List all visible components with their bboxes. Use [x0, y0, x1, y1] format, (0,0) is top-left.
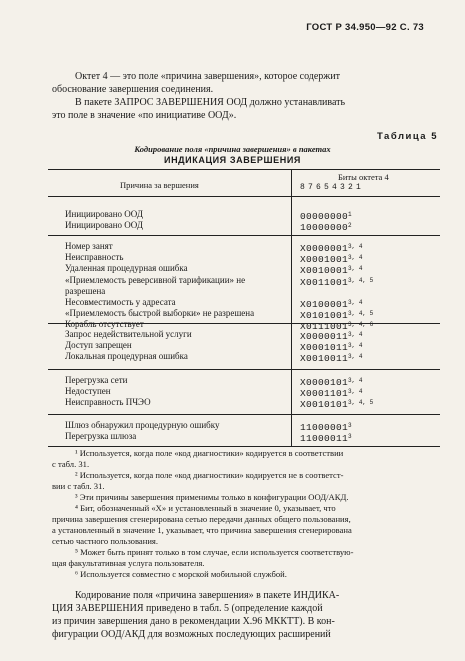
- table-cell-cause: Неисправность: [65, 252, 124, 263]
- table-cell-cause: «Приемлемость реверсивной тарификации» не: [65, 274, 246, 285]
- code-footnote-ref: 1: [348, 211, 352, 218]
- column-header-bit-numbers: 87654321: [300, 183, 365, 192]
- table-cell-cause-cont: разрешена: [65, 285, 106, 296]
- table-cell-cause: Локальная процедурная ошибка: [65, 351, 188, 362]
- code-value: X0010001: [300, 265, 349, 277]
- intro-line-3: В пакете ЗАПРОС ЗАВЕРШЕНИЯ ООД должно устанавливать: [75, 97, 346, 108]
- code-value: X0001011: [300, 342, 349, 354]
- code-value: X0001101: [300, 388, 349, 400]
- code-value: X0000101: [300, 377, 349, 388]
- code-value: X0100001: [300, 299, 349, 310]
- table-cell-cause: Несовместимость у адресата: [65, 297, 176, 307]
- code-footnote-ref: 3, 4: [348, 377, 363, 384]
- closing-line-4: фигурации ООД/АКД для возможных последующих расширений: [52, 629, 331, 640]
- intro-line-4: это поле в значение «по инициативе ООД».: [52, 110, 237, 121]
- code-value: X0010011: [300, 353, 349, 365]
- footnote-3: ³ Эти причины завершения применимы только в конфигурации ООД/АКД.: [75, 492, 349, 502]
- table-label: Таблица 5: [376, 131, 438, 142]
- footnote-4-cont-3: сетью частного пользования.: [52, 536, 159, 546]
- code-footnote-ref: 3: [348, 422, 352, 429]
- table-cell-code: [300, 397, 373, 410]
- table-header-rule: [48, 196, 440, 197]
- code-footnote-ref: 3, 4: [348, 331, 363, 338]
- intro-line-2: обоснование завершения соединения.: [52, 84, 214, 95]
- code-value: X0101001: [300, 310, 349, 322]
- table-cell-code: [300, 275, 373, 288]
- table-cell-code: [300, 220, 352, 233]
- code-footnote-ref: 3, 4: [348, 299, 363, 306]
- table-group-rule: [48, 369, 440, 370]
- table-cell-cause: Недоступен: [65, 386, 111, 397]
- footnote-6: ⁶ Используется совместно с морской мобильной службой.: [75, 569, 287, 579]
- table-cell-cause: Перегрузка шлюза: [65, 431, 137, 442]
- code-footnote-ref: 3, 4: [348, 342, 363, 350]
- code-value: X0011001: [300, 276, 349, 288]
- code-footnote-ref: 3: [348, 433, 352, 441]
- code-footnote-ref: 2: [348, 222, 352, 230]
- table-cell-cause: Инициировано ООД: [65, 209, 143, 219]
- closing-line-3: из причин завершения дано в рекомендации X.96 МККТТ). В кон-: [52, 616, 335, 627]
- table-group-rule: [48, 323, 440, 324]
- table-caption-line-1: Кодирование поля «причина завершения» в пакетах: [134, 144, 331, 154]
- footnote-5-cont: щая факультативная услуга пользователя.: [52, 558, 205, 568]
- table-group-rule: [48, 235, 440, 236]
- table-cell-cause: Корабль отсутствует: [65, 319, 144, 330]
- table-bottom-rule: [48, 446, 440, 447]
- footnote-5: ⁵ Может быть принят только в том случае, если используется соответствую-: [75, 547, 354, 557]
- code-footnote-ref: 3, 4: [348, 353, 363, 361]
- table-cell-cause: Запрос недействительной услуги: [65, 329, 192, 339]
- intro-line-1: Октет 4 — это поле «причина завершения», которое содержит: [75, 71, 340, 82]
- code-footnote-ref: 3, 4, 6: [348, 321, 374, 329]
- code-value: 00000000: [300, 211, 349, 222]
- code-value: X0010101: [300, 399, 349, 411]
- footnote-2: ² Используется, когда поле «код диагностики» кодируется не в соответст-: [75, 470, 344, 480]
- code-footnote-ref: 3, 4, 5: [348, 399, 374, 407]
- code-footnote-ref: 3, 4, 5: [348, 276, 374, 284]
- code-value: X0000001: [300, 243, 349, 254]
- table-cell-cause: Номер занят: [65, 241, 113, 251]
- table-cell-code: [300, 351, 362, 364]
- code-value: X0001001: [300, 254, 349, 266]
- code-footnote-ref: 3, 4: [348, 243, 363, 250]
- closing-line-1: Кодирование поля «причина завершения» в пакете ИНДИКА-: [75, 590, 340, 601]
- column-header-bits-title: Биты октета 4: [338, 172, 389, 182]
- table-group-rule: [48, 414, 440, 415]
- code-value: X0111001: [300, 321, 349, 333]
- code-value: 10000000: [300, 222, 349, 234]
- table-caption-line-2: ИНДИКАЦИЯ ЗАВЕРШЕНИЯ: [164, 155, 301, 165]
- footnote-4-cont-2: а установленный в значение 1, указывает, что причина завершения сгенерирована: [52, 525, 352, 535]
- code-value: 11000001: [300, 422, 349, 433]
- code-footnote-ref: 3, 4: [348, 254, 363, 262]
- column-header-cause: Причина за вершения: [120, 180, 199, 190]
- page-header: ГОСТ Р 34.950—92 С. 73: [306, 22, 424, 33]
- table-cell-cause: Удаленная процедурная ошибка: [65, 263, 188, 274]
- code-footnote-ref: 3, 4: [348, 388, 363, 396]
- code-footnote-ref: 3, 4: [348, 265, 363, 273]
- table-cell-cause: Доступ запрещен: [65, 340, 132, 351]
- code-value: X0000011: [300, 331, 349, 342]
- footnote-2-cont: вии с табл. 31.: [52, 481, 105, 491]
- closing-line-2: ЦИЯ ЗАВЕРШЕНИЯ приведено в табл. 5 (определение каждой: [52, 603, 323, 614]
- footnote-1-cont: с табл. 31.: [52, 459, 90, 469]
- table-cell-cause: Перегрузка сети: [65, 375, 128, 385]
- table-cell-cause: Инициировано ООД: [65, 220, 143, 231]
- table-cell-cause: Неисправность ПЧЭО: [65, 397, 151, 408]
- footnote-4: ⁴ Бит, обозначенный «X» и установленный в значение 0, указывает, что: [75, 503, 336, 513]
- table-cell-cause: Шлюз обнаружил процедурную ошибку: [65, 420, 220, 430]
- code-value: 11000011: [300, 433, 349, 445]
- footnote-4-cont-1: причина завершения сгенерирована сетью передачи данных общего пользования,: [52, 514, 351, 524]
- table-cell-code: [300, 431, 352, 444]
- table-top-rule: [48, 169, 440, 170]
- table-column-divider: [291, 169, 292, 446]
- code-footnote-ref: 3, 4, 5: [348, 310, 374, 318]
- footnote-1: ¹ Используется, когда поле «код диагностики» кодируется в соответствии: [75, 448, 344, 458]
- table-cell-cause: «Приемлемость быстрой выборки» не разрешена: [65, 308, 255, 319]
